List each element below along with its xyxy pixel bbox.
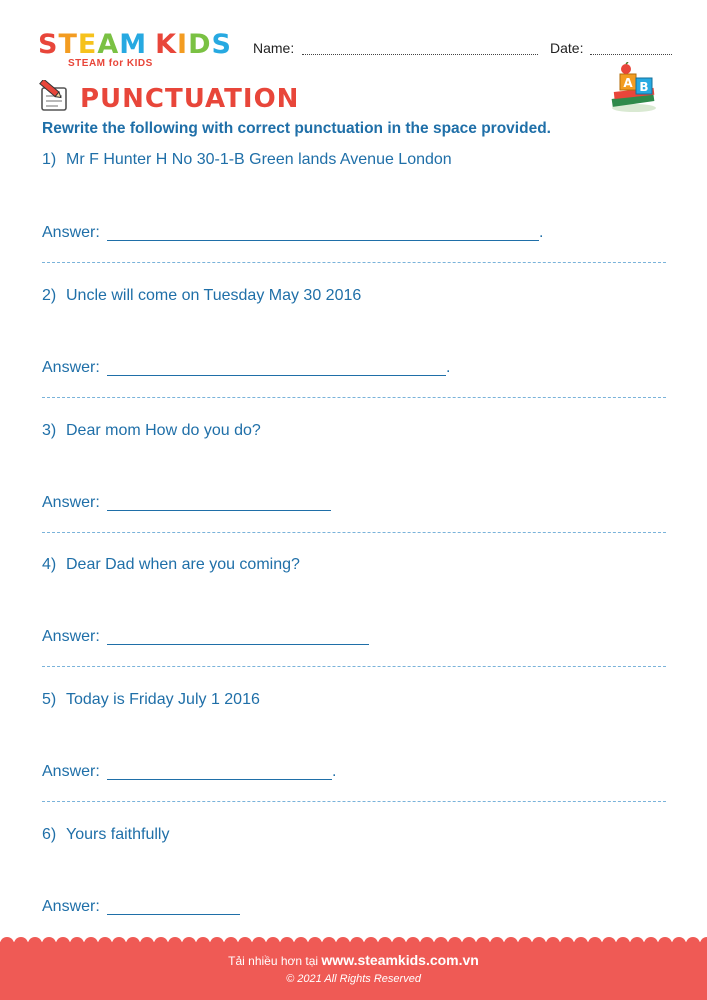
answer-label: Answer: <box>42 763 100 780</box>
footer-copyright: © 2021 All Rights Reserved <box>286 973 421 985</box>
answer-label: Answer: <box>42 359 100 376</box>
separator <box>42 532 666 533</box>
abc-books-icon <box>606 62 662 114</box>
answer-label: Answer: <box>42 898 100 915</box>
answer-label: Answer: <box>42 628 100 645</box>
logo-letter: E <box>77 29 98 60</box>
steam-kids-logo <box>38 30 238 72</box>
name-label: Name: <box>253 40 295 56</box>
question-number: 4) <box>42 556 57 573</box>
date-label: Date: <box>550 40 584 56</box>
answer-field-5[interactable] <box>107 779 332 780</box>
separator <box>42 262 666 263</box>
question-text: Dear mom How do you do? <box>66 422 261 439</box>
question-text: Uncle will come on Tuesday May 30 2016 <box>66 287 362 304</box>
separator <box>42 397 666 398</box>
logo-letter: T <box>58 29 78 60</box>
logo-letter: S <box>38 29 59 60</box>
answer-label: Answer: <box>42 224 100 241</box>
footer-site-link[interactable]: www.steamkids.com.vn <box>321 952 479 968</box>
question-6 <box>42 826 169 844</box>
question-number: 6) <box>42 826 57 843</box>
question-text: Dear Dad when are you coming? <box>66 556 300 573</box>
svg-text:B: B <box>639 80 649 94</box>
answer-field-1[interactable] <box>107 240 539 241</box>
answer-field-4[interactable] <box>107 644 369 645</box>
question-text: Mr F Hunter H No 30-1-B Green lands Avenue London <box>66 151 452 168</box>
separator <box>42 666 666 667</box>
answer-label: Answer: <box>42 494 100 511</box>
question-number: 1) <box>42 151 57 168</box>
footer-more-text: Tải nhiều hơn tại <box>228 954 319 968</box>
logo-letter: I <box>177 29 189 60</box>
logo-subtitle: STEAM for KIDS <box>68 58 153 69</box>
logo-wordmark <box>38 30 232 60</box>
question-text: Yours faithfully <box>66 826 170 843</box>
answer-end-mark: . <box>332 763 337 780</box>
question-number: 2) <box>42 287 57 304</box>
page-title: PUNCTUATION <box>80 84 300 114</box>
question-text: Today is Friday July 1 2016 <box>66 691 260 708</box>
name-field[interactable] <box>302 54 538 55</box>
question-1 <box>42 151 452 169</box>
question-number: 3) <box>42 422 57 439</box>
answer-field-3[interactable] <box>107 510 331 511</box>
question-4 <box>42 556 300 574</box>
question-5 <box>42 691 260 709</box>
footer-site-line <box>0 952 707 968</box>
question-number: 5) <box>42 691 57 708</box>
answer-field-2[interactable] <box>107 375 446 376</box>
separator <box>42 801 666 802</box>
question-3 <box>42 422 261 440</box>
logo-letter: M <box>119 29 148 60</box>
logo-letter: D <box>188 29 212 60</box>
logo-letter: S <box>211 29 232 60</box>
pencil-paper-icon <box>36 80 72 114</box>
footer <box>0 942 707 1000</box>
date-field[interactable] <box>590 54 672 55</box>
answer-end-mark: . <box>446 359 451 376</box>
logo-letter: A <box>97 29 120 60</box>
logo-letter: K <box>155 29 178 60</box>
question-2 <box>42 287 361 305</box>
instructions: Rewrite the following with correct punctuation in the space provided. <box>42 120 551 137</box>
answer-field-6[interactable] <box>107 914 240 915</box>
answer-end-mark: . <box>539 224 544 241</box>
svg-text:A: A <box>623 76 633 90</box>
